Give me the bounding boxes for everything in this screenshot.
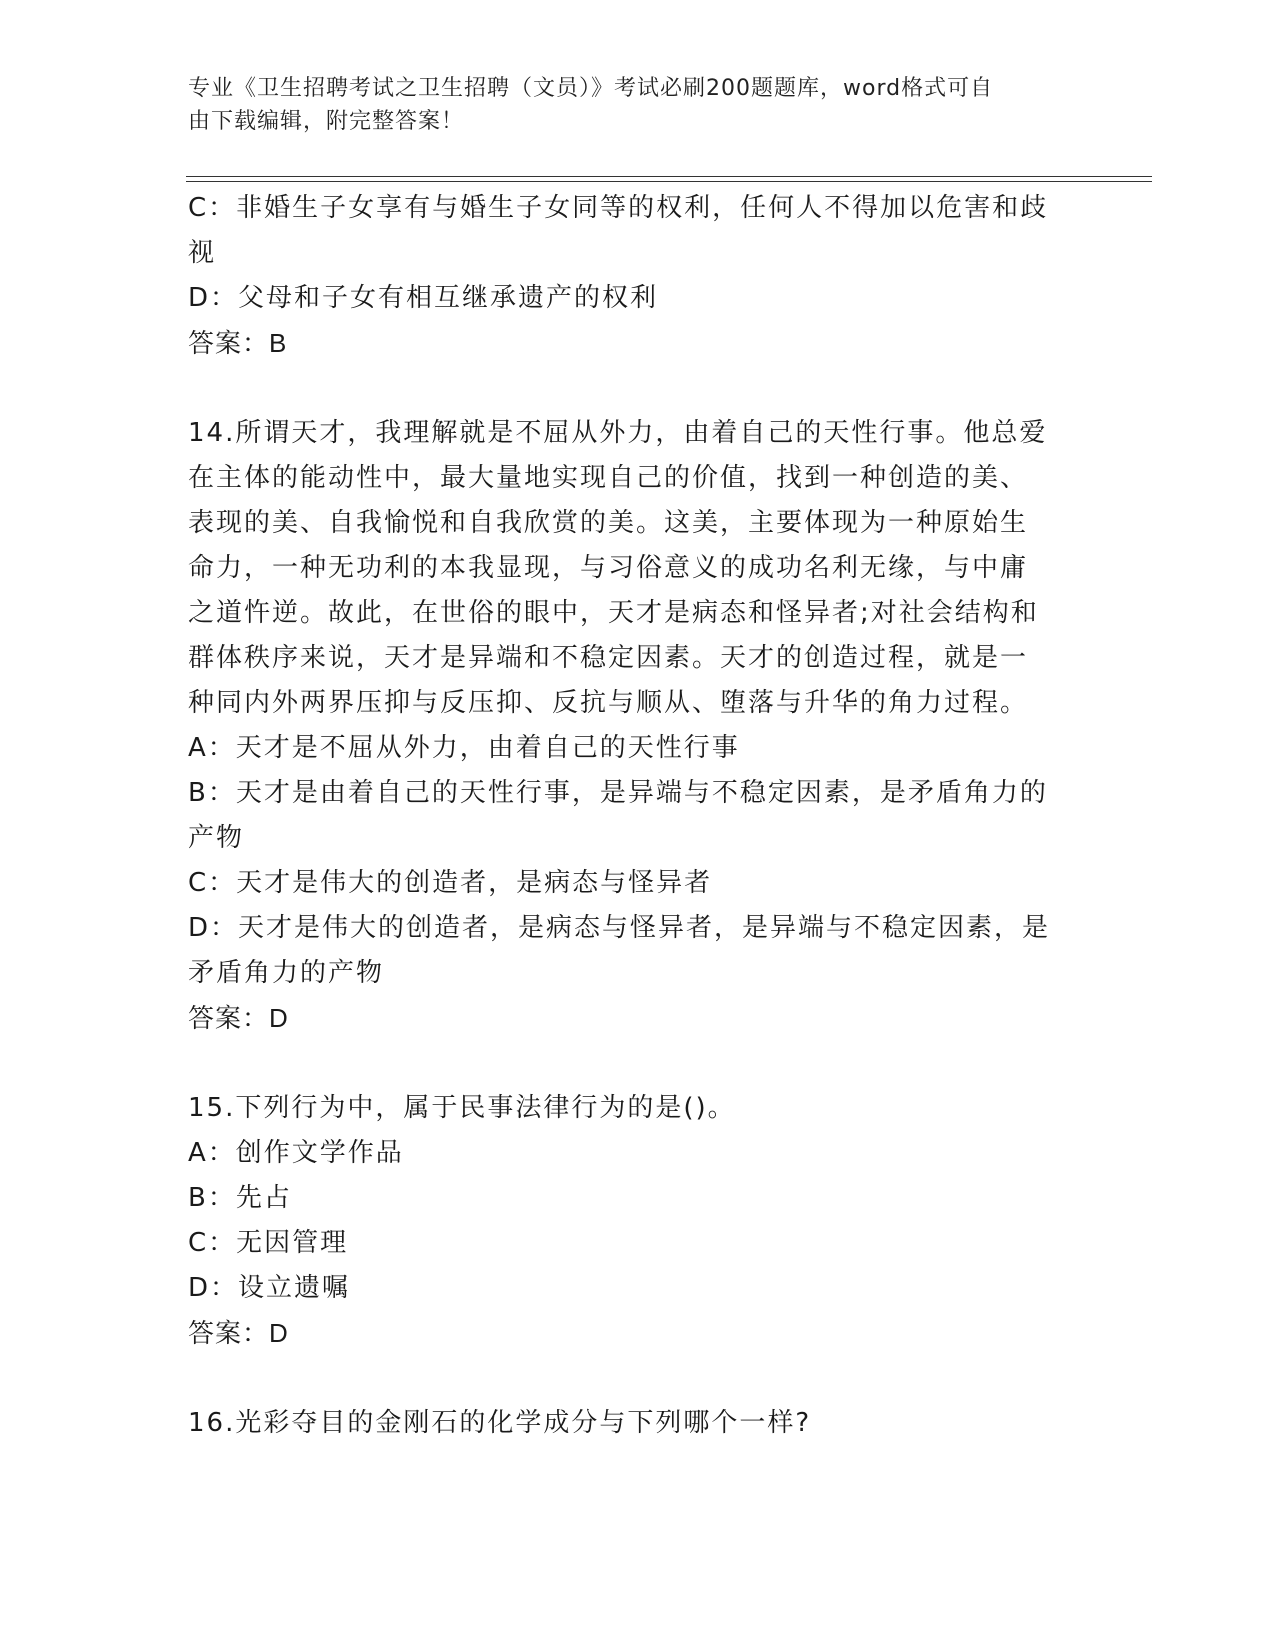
- question-spacer: [188, 366, 1068, 411]
- header-divider: [186, 176, 1152, 182]
- q15-option-c: C：无因管理: [188, 1228, 349, 1258]
- question-spacer: [188, 1041, 1068, 1086]
- header-title-line-1: 专业《卫生招聘考试之卫生招聘（文员）》考试必刷200题题库，word格式可自: [188, 76, 994, 101]
- q15-option-d: D：设立遗嘱: [188, 1273, 351, 1303]
- q14-stem-line-5: 之道忤逆。故此，在世俗的眼中，天才是病态和怪异者;对社会结构和: [188, 598, 1039, 628]
- q16-stem: 16.光彩夺目的金刚石的化学成分与下列哪个一样?: [188, 1408, 812, 1438]
- q15-option-a: A：创作文学作品: [188, 1138, 404, 1168]
- q13-answer: 答案：B: [188, 328, 288, 358]
- q13-option-d: D：父母和子女有相互继承遗产的权利: [188, 283, 659, 313]
- q14-option-d-line-2: 矛盾角力的产物: [188, 958, 385, 988]
- q14-option-b-line-2: 产物: [188, 823, 245, 853]
- q14-option-b-line-1: B：天才是由着自己的天性行事，是异端与不稳定因素，是矛盾角力的: [188, 778, 1048, 808]
- q14-option-d-line-1: D：天才是伟大的创造者，是病态与怪异者，是异端与不稳定因素，是: [188, 913, 1051, 943]
- q14-stem-line-2: 在主体的能动性中，最大量地实现自己的价值，找到一种创造的美、: [188, 463, 1029, 493]
- header-title-line-2: 由下载编辑，附完整答案！: [188, 109, 465, 134]
- q13-option-c-line-2: 视: [188, 238, 217, 268]
- question-spacer: [188, 1356, 1068, 1401]
- q15-stem: 15.下列行为中，属于民事法律行为的是()。: [188, 1093, 736, 1123]
- q13-option-c-line-1: C：非婚生子女享有与婚生子女同等的权利，任何人不得加以危害和歧: [188, 193, 1049, 223]
- q14-stem-line-3: 表现的美、自我愉悦和自我欣赏的美。这美，主要体现为一种原始生: [188, 508, 1029, 538]
- q14-option-a: A：天才是不屈从外力，由着自己的天性行事: [188, 733, 740, 763]
- q14-answer: 答案：D: [188, 1003, 289, 1033]
- q14-stem-line-1: 14.所谓天才，我理解就是不屈从外力，由着自己的天性行事。他总爱: [188, 418, 1048, 448]
- q15-answer: 答案：D: [188, 1318, 289, 1348]
- document-header: [188, 72, 1068, 138]
- question-content: [188, 186, 1068, 1446]
- q14-option-c: C：天才是伟大的创造者，是病态与怪异者: [188, 868, 713, 898]
- q14-stem-line-7: 种同内外两界压抑与反压抑、反抗与顺从、堕落与升华的角力过程。: [188, 688, 1029, 718]
- q14-stem-line-6: 群体秩序来说，天才是异端和不稳定因素。天才的创造过程，就是一: [188, 643, 1029, 673]
- q14-stem-line-4: 命力，一种无功利的本我显现，与习俗意义的成功名利无缘，与中庸: [188, 553, 1029, 583]
- q15-option-b: B：先占: [188, 1183, 292, 1213]
